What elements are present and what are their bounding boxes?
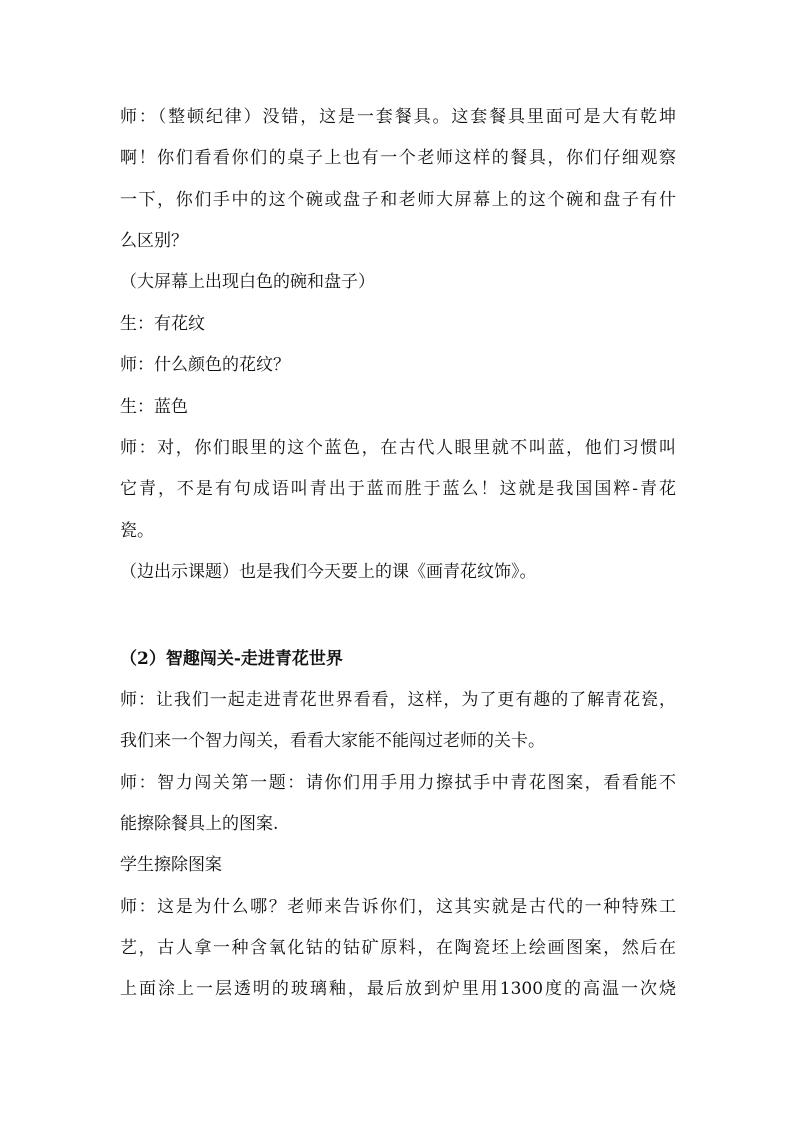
text-line: 上面涂上一层透明的玻璃釉，最后放到炉里用1300度的高温一次烧 — [120, 979, 676, 999]
text-line: 能擦除餐具上的图案. — [120, 814, 279, 834]
text-line: 师：这是为什么哪？老师来告诉你们，这其实就是古代的一种特殊工 — [120, 897, 676, 917]
text-line: 瓷。 — [120, 521, 154, 541]
text-line: 一下，你们手中的这个碗或盘子和老师大屏幕上的这个碗和盘子有什 — [120, 190, 676, 210]
section-heading: （2）智趣闯关-走进青花世界 — [120, 649, 343, 669]
text-line: 我们来一个智力闯关，看看大家能不能闯过老师的关卡。 — [120, 731, 545, 751]
stage-direction: （大屏幕上出现白色的碗和盘子） — [120, 272, 375, 292]
text-line: 学生擦除图案 — [120, 855, 222, 875]
text-line: 师：（整顿纪律）没错，这是一套餐具。这套餐具里面可是大有乾坤 — [120, 107, 676, 127]
text-line: 师：什么颜色的花纹？ — [120, 355, 290, 375]
text-line: 生：有花纹 — [120, 314, 205, 334]
text-line: 师：智力闯关第一题：请你们用手用力擦拭手中青花图案，看看能不 — [120, 773, 676, 793]
text-line: 师：对，你们眼里的这个蓝色，在古代人眼里就不叫蓝，他们习惯叫 — [120, 438, 676, 458]
text-line: 艺，古人拿一种含氧化钴的钴矿原料，在陶瓷坯上绘画图案，然后在 — [120, 938, 676, 958]
text-line: 么区别？ — [120, 231, 188, 251]
text-line: 师：让我们一起走进青花世界看看，这样，为了更有趣的了解青花瓷， — [120, 690, 676, 710]
text-line: 啊！你们看看你们的桌子上也有一个老师这样的餐具，你们仔细观察 — [120, 148, 676, 168]
text-line: 生：蓝色 — [120, 397, 188, 417]
text-line: 它青，不是有句成语叫青出于蓝而胜于蓝么！这就是我国国粹-青花 — [120, 479, 676, 499]
stage-direction: （边出示课题）也是我们今天要上的课《画青花纹饰》。 — [120, 562, 537, 582]
